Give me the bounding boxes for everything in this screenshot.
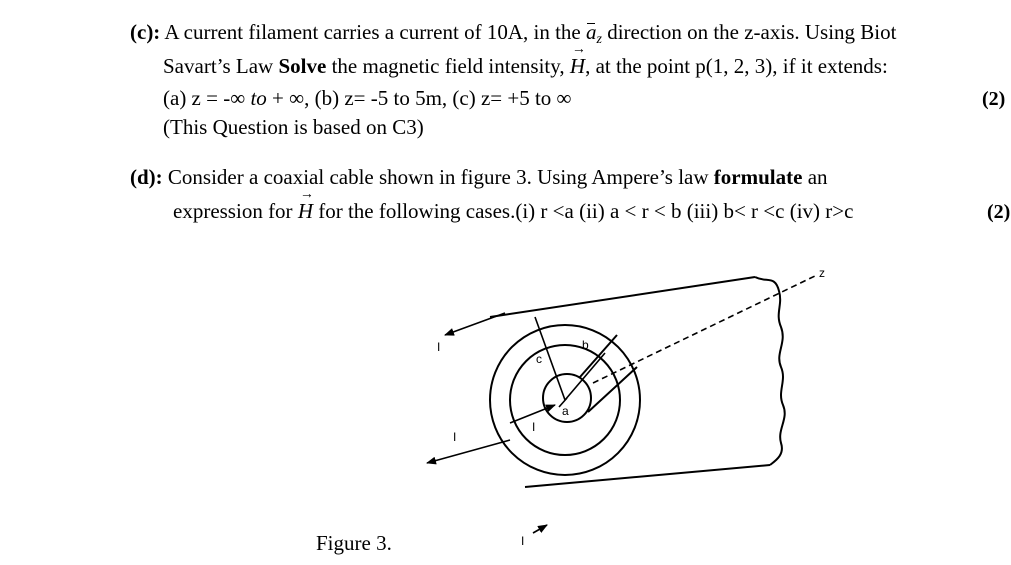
current-arrow-lower — [533, 525, 547, 533]
figure-caption: Figure 3. — [316, 531, 392, 555]
part-d-label: (d): — [130, 165, 163, 189]
part-d-line-2: expression for → H for the following cases.(i) r <a (ii) a < r < b (iii) b< r <c (iv) r>c — [173, 201, 853, 222]
label-c: c — [536, 352, 542, 366]
unit-vector-az: a — [585, 20, 597, 44]
cable-top-edge — [490, 277, 755, 317]
coaxial-cable-diagram — [415, 255, 835, 555]
part-c-line-3: (a) z = -∞ to + ∞, (b) z= -5 to 5m, (c) z= +5 to ∞ — [163, 86, 572, 110]
z-axis-line — [593, 275, 817, 383]
label-current-top: I — [437, 340, 441, 354]
vector-h: → H — [298, 201, 313, 222]
part-c-label: (c): — [130, 20, 161, 44]
current-arrow-top — [445, 313, 505, 335]
part-c-line-1: (c): A current filament carries a current of 10A, in the $a_z$ direction on the z-axis. Using Biot — [130, 20, 897, 47]
cable-cut-end — [755, 277, 785, 465]
part-d-marks: (2) — [987, 201, 1011, 223]
part-d-line-1: (d): Consider a coaxial cable shown in figure 3. Using Ampere’s law formulate an — [130, 165, 828, 189]
label-current-bottom: I — [453, 430, 457, 444]
part-c-marks: (2) — [982, 88, 1006, 110]
label-b: b — [582, 338, 589, 352]
vector-h: → H — [570, 56, 585, 77]
label-z: z — [819, 266, 825, 280]
radius-b-line — [565, 353, 605, 400]
current-arrow-bottom — [427, 440, 510, 463]
label-current-lower: I — [521, 534, 525, 548]
label-a: a — [562, 404, 569, 418]
part-c-line-4: (This Question is based on C3) — [163, 115, 424, 139]
label-current-center: I — [532, 420, 536, 434]
cable-bottom-edge — [525, 465, 770, 487]
part-c-line-2: Savart’s Law Solve the magnetic field intensity, → H, at the point p(1, 2, 3), if it extends: — [163, 56, 888, 77]
